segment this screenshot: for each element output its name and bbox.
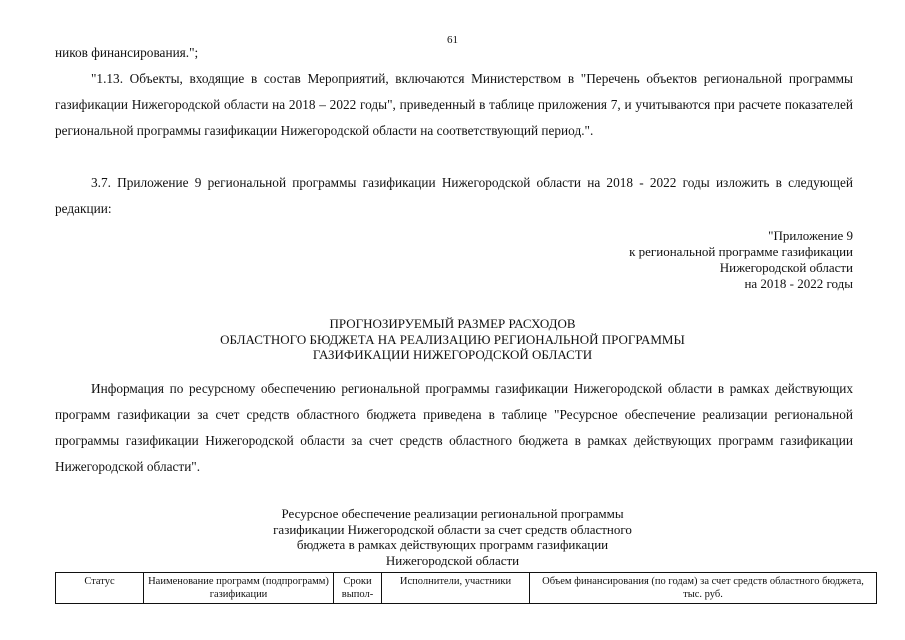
resource-table [55,572,877,604]
heading-line-2: ОБЛАСТНОГО БЮДЖЕТА НА РЕАЛИЗАЦИЮ РЕГИОНАЛЬНОЙ ПРОГРАММЫ [220,331,685,347]
page-number: 61 [447,34,458,46]
header-funding-volume: Объем финансирования (по годам) за счет средств областного бюджета, тыс. руб. [530,573,877,604]
appendix-reference [629,228,853,292]
table-title [0,506,905,568]
paragraph-continuation: ников финансирования."; [55,45,199,60]
header-status: Статус [56,573,144,604]
heading-line-3: ГАЗИФИКАЦИИ НИЖЕГОРОДСКОЙ ОБЛАСТИ [312,347,593,362]
table-title-line-2: газификации Нижегородской области за счет средств областного [273,521,632,537]
paragraph-1-13: "1.13. Объекты, входящие в состав Мероприятий, включаются Министерством в "Перечень объектов региональной программы газификации Нижегородской области на 2018 – 2022 годы", приведенный в таблице приложения 7, и учитываются при расчете показателей региональной программы газификации Нижегородской области на соответствующий период.". [55,71,853,138]
table-title-line-3: бюджета в рамках действующих программ газификации [296,537,609,552]
paragraph-info: Информация по ресурсному обеспечению региональной программы газификации Нижегородской области в рамках действующих программ газификации за счет средств областного бюджета приведена в таблице "Ресурсное обеспечение реализации региональной программы газификации Нижегородской области за счет средств областного бюджета в рамках действующих программ газификации Нижегородской области". [55,381,853,474]
appendix-line-1: "Приложение 9 [768,228,853,243]
appendix-line-3: Нижегородской области [719,260,853,275]
header-deadlines: Сроки выпол- [334,573,382,604]
header-executors: Исполнители, участники [382,573,530,604]
appendix-line-2: к региональной программе газификации [629,244,853,259]
appendix-line-4: на 2018 - 2022 годы [744,276,853,291]
heading-line-1: ПРОГНОЗИРУЕМЫЙ РАЗМЕР РАСХОДОВ [329,316,576,331]
table-title-line-4: Нижегородской области [385,552,520,568]
table-title-line-1: Ресурсное обеспечение реализации региональной программы [281,506,624,521]
table-header-row [56,573,877,604]
section-heading [0,316,905,363]
header-program-name: Наименование программ (подпрограмм) газификации [144,573,334,604]
paragraph-3-7: 3.7. Приложение 9 региональной программы газификации Нижегородской области на 2018 - 2022 годы изложить в следующей редакции: [55,175,853,216]
